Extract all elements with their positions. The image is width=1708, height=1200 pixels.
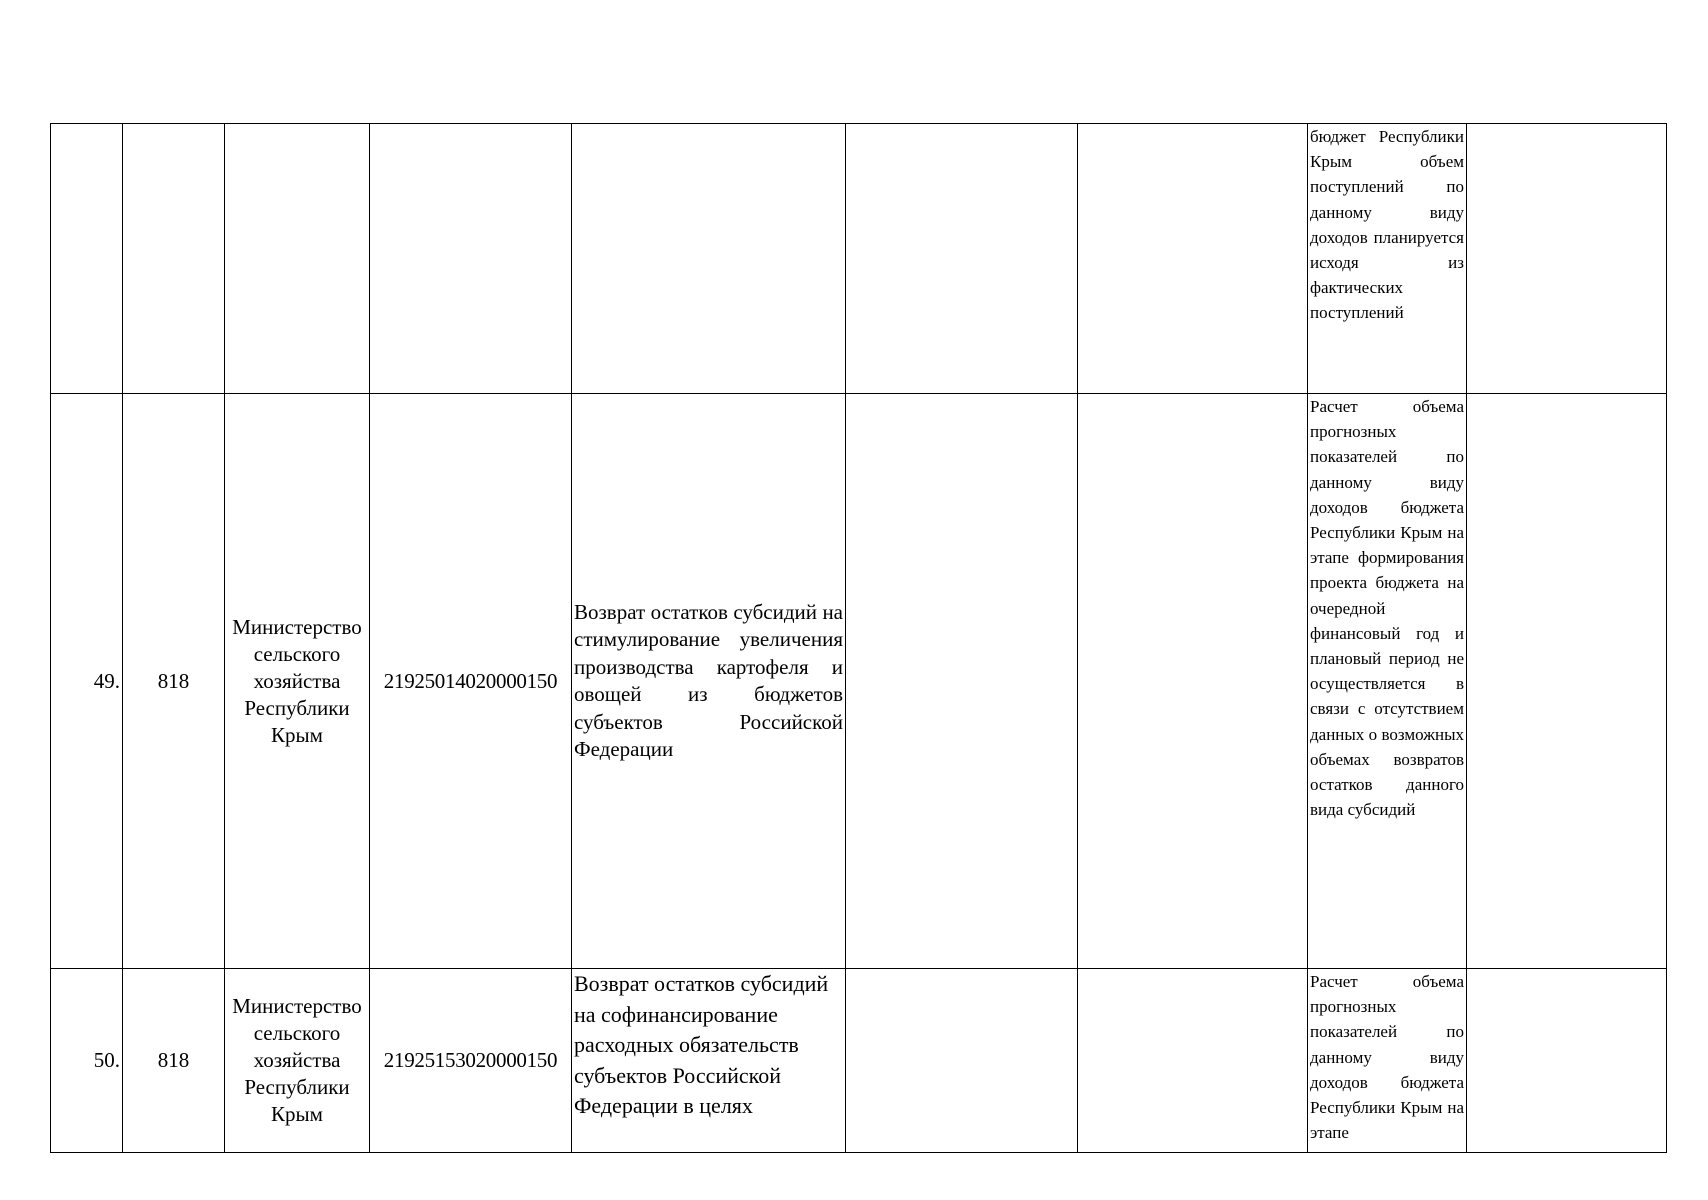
empty-cell bbox=[1078, 394, 1308, 969]
table-row bbox=[51, 124, 1667, 394]
empty-cell bbox=[846, 969, 1078, 1153]
administrator-name: Министерство сельского хозяйства Республики Крым bbox=[225, 969, 370, 1153]
budget-classification-code bbox=[370, 124, 572, 394]
budget-classification-code: 21925014020000150 bbox=[370, 394, 572, 969]
empty-cell bbox=[1467, 394, 1667, 969]
empty-cell bbox=[1467, 124, 1667, 394]
calculation-method: Расчет объема прогнозных показателей по данному виду доходов бюджета Республики Крым на этапе bbox=[1308, 969, 1467, 1153]
budget-classification-code: 21925153020000150 bbox=[370, 969, 572, 1153]
administrator-name: Министерство сельского хозяйства Республики Крым bbox=[225, 394, 370, 969]
admin-code: 818 bbox=[123, 394, 225, 969]
table-row bbox=[51, 969, 1667, 1153]
budget-revenue-table bbox=[50, 123, 1667, 1153]
row-number: 50. bbox=[51, 969, 123, 1153]
row-number: 49. bbox=[51, 394, 123, 969]
empty-cell bbox=[1467, 969, 1667, 1153]
admin-code: 818 bbox=[123, 969, 225, 1153]
administrator-name bbox=[225, 124, 370, 394]
empty-cell bbox=[1078, 969, 1308, 1153]
row-number bbox=[51, 124, 123, 394]
revenue-name: Возврат остатков субсидий на софинансирование расходных обязательств субъектов Российской Федерации в целях bbox=[572, 969, 846, 1153]
table-row bbox=[51, 394, 1667, 969]
admin-code bbox=[123, 124, 225, 394]
calculation-method: бюджет Республики Крым объем поступлений по данному виду доходов планируется исходя из фактических поступлений bbox=[1308, 124, 1467, 394]
revenue-name bbox=[572, 124, 846, 394]
empty-cell bbox=[1078, 124, 1308, 394]
revenue-name: Возврат остатков субсидий на стимулирование увеличения производства картофеля и овощей из бюджетов субъектов Российской Федерации bbox=[572, 394, 846, 969]
empty-cell bbox=[846, 124, 1078, 394]
empty-cell bbox=[846, 394, 1078, 969]
calculation-method: Расчет объема прогнозных показателей по данному виду доходов бюджета Республики Крым на этапе формирования проекта бюджета на очередной финансовый год и плановый период не осуществляется в связи с отсутствием данных о возможных объемах возвратов остатков данного вида субсидий bbox=[1308, 394, 1467, 969]
